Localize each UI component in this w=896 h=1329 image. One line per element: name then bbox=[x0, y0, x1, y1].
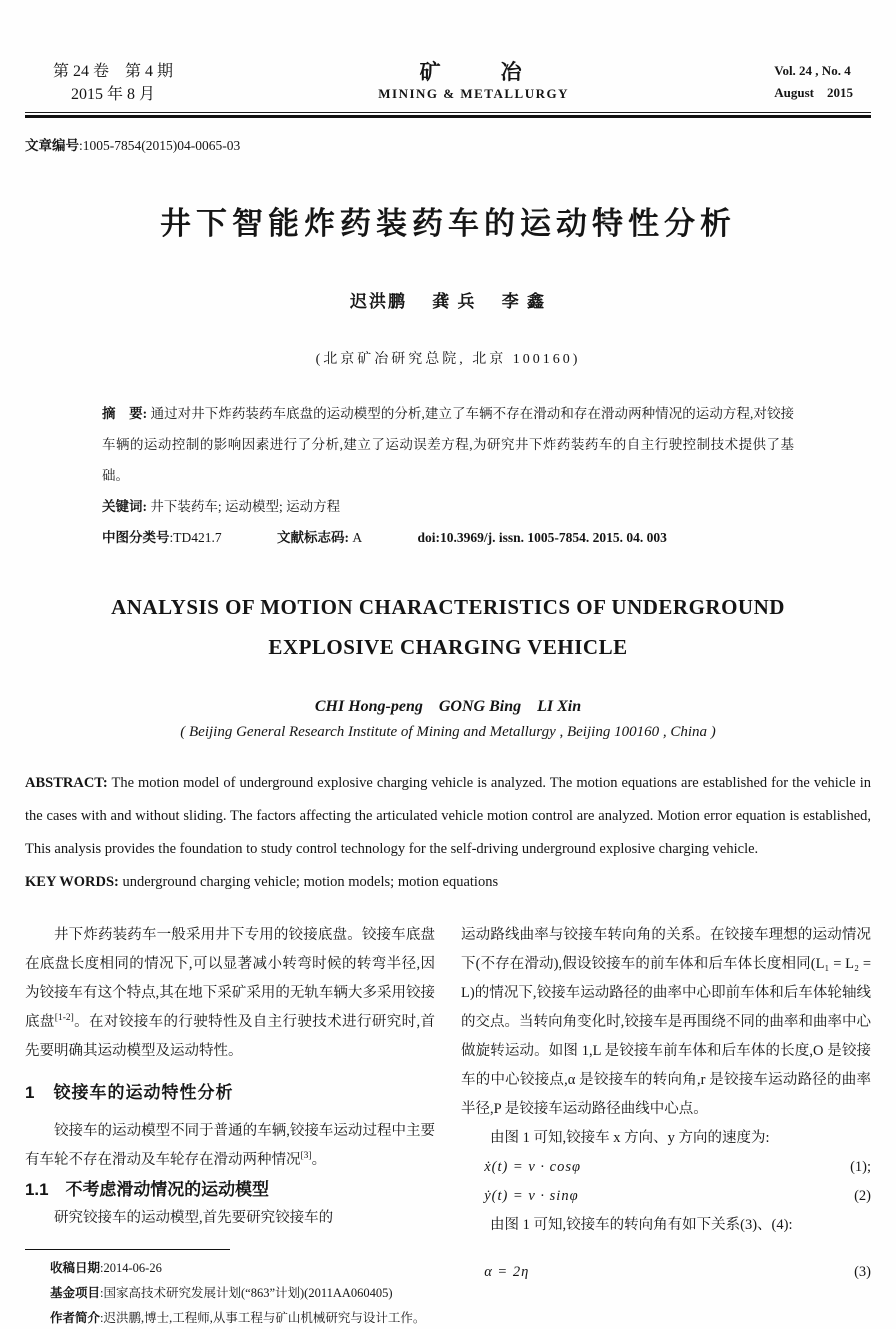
clc-item bbox=[102, 530, 248, 545]
abstract-zh-label: 摘 要: bbox=[102, 406, 148, 421]
doc-code-value: A bbox=[352, 530, 363, 545]
classification-line bbox=[102, 522, 794, 553]
keywords-en-label: KEY WORDS: bbox=[25, 874, 119, 890]
article-title-zh: 井下智能炸药装药车的运动特性分析 bbox=[160, 206, 736, 241]
section-1-1-paragraph: 研究铰接车的运动模型,首先要研究铰接车的 bbox=[54, 1210, 334, 1226]
article-number-value: :1005-7854(2015)04-0065-03 bbox=[79, 138, 241, 153]
journal-masthead bbox=[25, 58, 871, 110]
footnotes-block bbox=[25, 1256, 435, 1329]
keywords-zh-line bbox=[102, 491, 794, 522]
steering-angle-paragraph: 由图 1 可知,铰接车的转向角有如下关系(3)、(4): bbox=[490, 1217, 793, 1233]
keywords-zh-text: 井下装药车; 运动模型; 运动方程 bbox=[150, 499, 341, 514]
abstract-en-paragraph bbox=[25, 767, 871, 866]
left-column bbox=[25, 921, 435, 1329]
equation-3-number: (3) bbox=[854, 1264, 871, 1280]
fund-project-value: :国家高技术研究发展计划(“863”计划)(2011AA060405) bbox=[100, 1286, 393, 1300]
masthead-journal-name bbox=[378, 60, 569, 104]
doc-code-label: 文献标志码: bbox=[277, 530, 349, 545]
article-title-en bbox=[25, 587, 871, 667]
intro-text-b: 。在对铰接车的行驶特性及自主行驶技术进行研究时,首先要明确其运动模型及运动特性。 bbox=[25, 1014, 436, 1059]
masthead-issue-zh bbox=[53, 58, 173, 104]
equation-2 bbox=[461, 1182, 871, 1211]
equation-1-number: (1); bbox=[850, 1159, 871, 1175]
keywords-en-text: underground charging vehicle; motion models; motion equations bbox=[122, 874, 499, 890]
issue-volume-zh: 第 24 卷 第 4 期 bbox=[53, 63, 174, 80]
affiliation-en: ( Beijing General Research Institute of Mining and Metallurgy , Beijing 100160 , China ) bbox=[180, 724, 716, 740]
section-1-1-heading: 1.1 不考虑滑动情况的运动模型 bbox=[25, 1180, 269, 1199]
keywords-zh-label: 关键词: bbox=[102, 499, 147, 514]
journal-name-en: MINING & METALLURGY bbox=[378, 86, 570, 101]
equation-1-body: ẋ(t) = v · cosφ bbox=[484, 1159, 582, 1175]
article-number-line bbox=[25, 134, 871, 154]
masthead-volume-en bbox=[774, 60, 853, 104]
section-1-text-a: 铰接车的运动模型不同于普通的车辆,铰接车运动过程中主要有车轮不存在滑动及车轮存在滑动两种情况 bbox=[25, 1123, 435, 1168]
title-en-line1: ANALYSIS OF MOTION CHARACTERISTICS OF UNDERGROUND bbox=[111, 595, 785, 619]
section-1-text-b: 。 bbox=[311, 1152, 327, 1168]
right-column bbox=[461, 921, 871, 1329]
intro-paragraph bbox=[25, 921, 435, 1066]
equation-1 bbox=[461, 1153, 871, 1182]
masthead-rule-thick bbox=[25, 115, 871, 118]
fund-project-label: 基金项目 bbox=[50, 1286, 101, 1300]
authors-zh: 迟洪鹏 龚 兵 李 鑫 bbox=[350, 292, 546, 311]
clc-label: 中图分类号 bbox=[102, 530, 170, 545]
journal-name-zh: 矿 冶 bbox=[419, 60, 528, 84]
equation-3 bbox=[461, 1258, 871, 1287]
citation-ref-3: [3] bbox=[300, 1151, 312, 1162]
abstract-zh-text: 通过对井下炸药装药车底盘的运动模型的分析,建立了车辆不存在滑动和存在滑动两种情况的运动方程,对铰接车辆的运动控制的影响因素进行了分析,建立了运动误差方程,为研究井下炸药装药车的自主行驶控制技术提供了基础。 bbox=[102, 406, 795, 483]
equation-2-body: ẏ(t) = v · sinφ bbox=[484, 1188, 579, 1204]
clc-value: :TD421.7 bbox=[169, 530, 222, 545]
velocity-intro-paragraph: 由图 1 可知,铰接车 x 方向、y 方向的速度为: bbox=[490, 1130, 770, 1146]
received-date-label: 收稿日期 bbox=[50, 1261, 101, 1275]
masthead-rule-thin bbox=[25, 112, 871, 113]
intro-text-a: 井下炸药装药车一般采用井下专用的铰接底盘。铰接车底盘在底盘长度相同的情况下,可以显著减小转弯时候的转弯半径,因为铰接车有这个特点,其在地下采矿采用的无轨车辆大多采用铰接底盘 bbox=[25, 927, 435, 1030]
issue-date-en: August 2015 bbox=[774, 85, 853, 100]
equation-3-body: α = 2η bbox=[484, 1264, 530, 1280]
received-date-note bbox=[25, 1256, 435, 1281]
affiliation-zh: (北京矿冶研究总院, 北京 100160) bbox=[315, 352, 581, 367]
fund-project-note bbox=[25, 1281, 435, 1306]
continuation-paragraph: 运动路线曲率与铰接车转向角的关系。在铰接车理想的运动情况下(不存在滑动),假设铰接车的前车体和后车体长度相同(L₁ = L₂ = L)的情况下,铰接车运动路径的曲率中心即前车体和后车体轮轴线的交点。当转向角变化时,铰接车是再围绕不同的曲率和曲率中心做旋转运动。如图 1,L 是铰接车前车体和后车体的长度,O 是铰接车的中心铰接点,α 是铰接车的转向角,r 是铰接车运动路径的曲率半径,P 是铰接车运动路径曲线中心点。 bbox=[461, 927, 871, 1117]
authors-en: CHI Hong-peng GONG Bing LI Xin bbox=[314, 698, 582, 715]
keywords-en-line bbox=[25, 866, 871, 899]
author-bio-value: :迟洪鹏,博士,工程师,从事工程与矿山机械研究与设计工作。 bbox=[100, 1311, 426, 1325]
article-number-label: 文章编号 bbox=[25, 138, 79, 153]
body-columns bbox=[25, 921, 871, 1329]
title-en-line2: EXPLOSIVE CHARGING VEHICLE bbox=[268, 635, 628, 659]
doi-text: doi:10.3969/j. issn. 1005-7854. 2015. 04. 003 bbox=[417, 530, 667, 545]
section-1-paragraph bbox=[25, 1117, 435, 1175]
citation-ref-1-2: [1-2] bbox=[54, 1013, 74, 1024]
abstract-zh-paragraph bbox=[102, 398, 794, 491]
equation-2-number: (2) bbox=[854, 1188, 871, 1204]
volume-number-en: Vol. 24 , No. 4 bbox=[774, 63, 851, 78]
abstract-zh-block bbox=[102, 398, 794, 553]
footnote-divider bbox=[25, 1249, 230, 1250]
issue-date-zh: 2015 年 8 月 bbox=[71, 86, 156, 103]
author-bio-note bbox=[25, 1306, 435, 1329]
abstract-en-text: The motion model of underground explosive charging vehicle is analyzed. The motion equations are established for the vehicle in the cases with and without sliding. The factors affecting the articulated vehicle motion control are analyzed. Motion error equation is established, This analysis provides the foundation to study control technology for the self-driving underground explosive charging vehicle. bbox=[25, 775, 871, 857]
section-1-heading: 1 铰接车的运动特性分析 bbox=[25, 1083, 234, 1102]
received-date-value: :2014-06-26 bbox=[100, 1261, 162, 1275]
author-bio-label: 作者简介 bbox=[50, 1311, 101, 1325]
abstract-en-label: ABSTRACT: bbox=[25, 775, 108, 791]
doc-code-item bbox=[277, 530, 388, 545]
